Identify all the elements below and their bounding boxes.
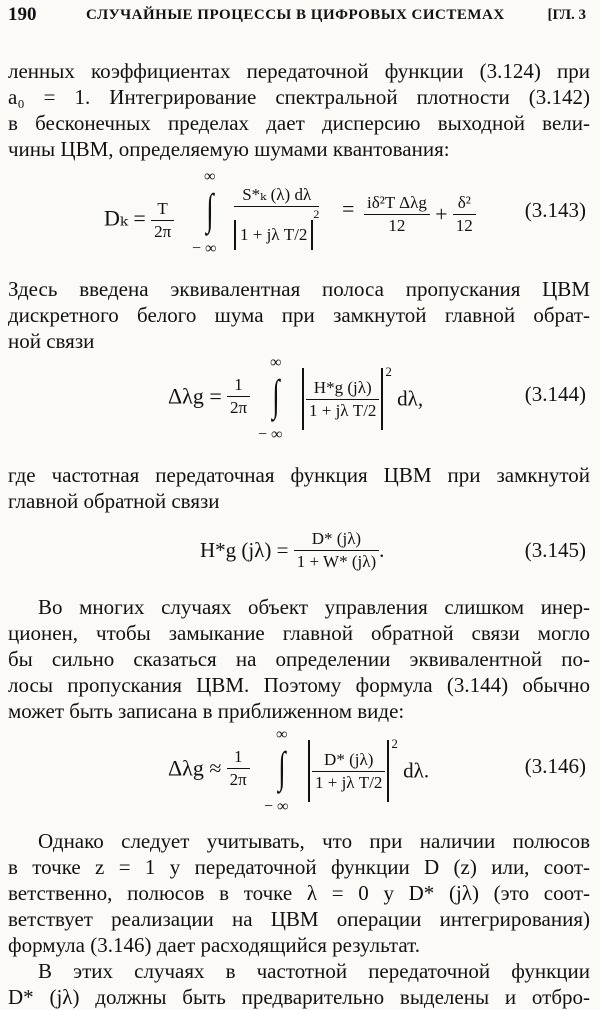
eq-lhs: Δλg = [168,383,222,409]
equation-3-144 [8,354,590,448]
text-line: ветственно, полюсов в точке λ = 0 у D* (jλ) (это соот- [8,881,590,905]
paragraph-2 [8,276,590,354]
equation-number: (3.145) [524,538,586,562]
equation-3-146 [8,726,590,820]
eq-lhs: H*g (jλ) = [200,538,289,562]
text-line: где частотная передаточная функция ЦВМ при замкнутой [8,463,590,487]
text-line: Во многих случаях объект управления слишком инер- [38,595,590,619]
integral-sign: ∞ ∫ − ∞ [264,726,289,815]
paragraph-4 [8,594,590,724]
chapter-label: [ГЛ. 3 [547,7,586,23]
text-line: дискретного белого шума при замкнутой главной обрат- [8,303,590,327]
text-line: главной обратной связи [8,489,220,513]
text-line: в точке z = 1 у передаточной функции D (z) или, соот- [8,855,590,879]
text-line: ленных коэффициентах передаточной функции (3.124) при [8,59,590,83]
eq-fraction: $\frac{D* (j\lambda)}{1 + W* (j\lambda)}$ [294,528,379,573]
text-line: a₀ = 1. Интегрирование спектральной плотности (3.142) [8,85,590,109]
integral-sign: ∞ ∫ − ∞ [192,168,217,257]
eq-coefficient: $\frac{T}{2\pi}$ [151,198,174,243]
integrand: $\frac{D* (j\lambda)}{\text{1 + jλ T/2}}$ $^2$ dλ. [306,736,429,802]
eq-coefficient: $\frac{1}{2\pi}$ [227,374,250,419]
text-line: формула (3.146) дает расходящийся результат. [8,933,420,957]
text-line: чины ЦВМ, определяемую шумами квантования: [8,137,450,161]
equation-number: (3.143) [524,198,586,222]
eq-coefficient: $\frac{1}{2\pi}$ [227,746,250,791]
text-line: лосы пропускания ЦВМ. Поэтому формула (3.144) обычно [8,673,590,697]
integrand: S*ₖ (λ) dλ 1 + jλ $T/2^2$ [234,184,319,250]
text-line: ветствует реализации на ЦВМ операции интегрирования) [8,907,590,931]
text-line: D* (jλ) должны быть предварительно выделены и отбро- [8,985,590,1009]
text-line: В этих случаях в частотной передаточной функции [38,959,590,983]
rhs-term-2: $\frac{\text{δ²}}{12}$ [453,192,476,237]
page-number: 190 [8,4,37,25]
text-line: ной связи [8,329,95,353]
equation-number: (3.146) [524,754,586,778]
paragraph-3 [8,462,590,514]
eq-lhs: Δλg ≈ [168,755,222,781]
paragraph-5 [8,828,590,1010]
text-line: может быть записана в приближенном виде: [8,699,405,723]
running-header [8,4,590,30]
integrand: $\frac{H*g (j\lambda)}{\text{1 + jλ T/2}}$ $^2$ dλ, [300,364,423,430]
running-title: СЛУЧАЙНЫЕ ПРОЦЕССЫ В ЦИФРОВЫХ СИСТЕМАХ [86,7,505,23]
equation-number: (3.144) [524,382,586,406]
equation-3-143: Dₖ = $\frac{T}{2\pi}$ ∞ ∫ − ∞ S*ₖ (λ) dλ 1 + jλ $T/2^2$ = $\frac{\text{iδ²T Δλg}}{12}$ + $\frac{\text{δ²}}{12}$ (3.143) [104,168,586,257]
eq-lhs: Dₖ = [104,205,146,231]
text-line: бы сильно сказаться на определении эквивалентной по- [8,647,590,671]
text-line: Здесь введена эквивалентная полоса пропускания ЦВМ [8,277,590,301]
text-line: ционен, чтобы замыкание главной обратной связи могло [8,621,590,645]
text-line: Однако следует учитывать, что при наличии полюсов [38,829,590,853]
rhs-term-1: $\frac{\text{iδ²T Δλg}}{12}$ [364,192,430,237]
book-page [8,0,590,1009]
paragraph-1 [8,58,590,162]
text-line: в бесконечных пределах дает дисперсию выходной вели- [8,111,590,135]
equation-3-145: H*g (jλ) = $\frac{D* (j\lambda)}{1 + W* (j\lambda)}$ . (3.145) [200,529,586,571]
integral-sign: ∞ ∫ − ∞ [258,354,283,443]
